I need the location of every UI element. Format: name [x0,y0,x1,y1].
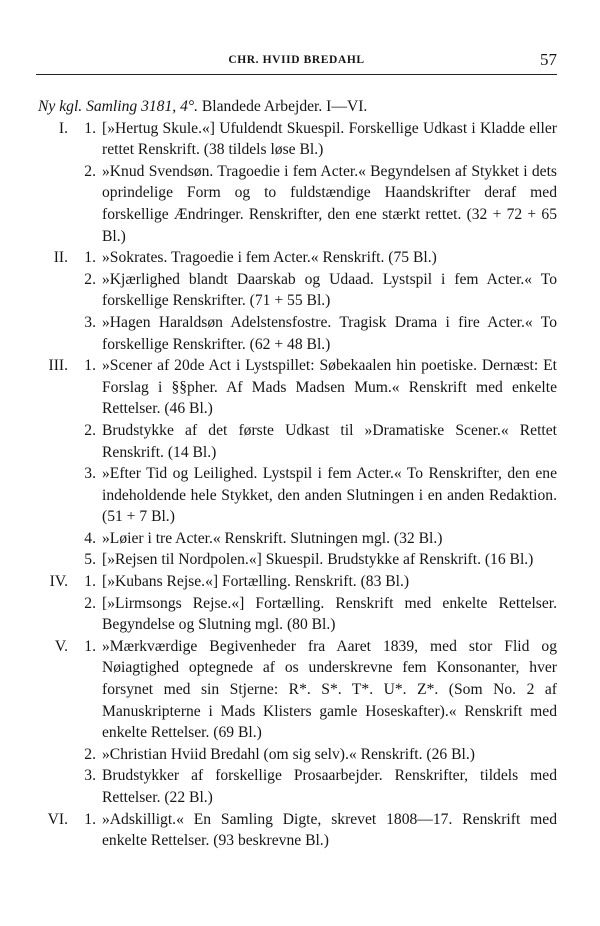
list-item [36,593,557,636]
list-item [36,571,557,593]
item-description: »Kjærlighed blandt Daarskab og Udaad. Lystspil i fem Acter.« To forskellige Renskrifter. (71 + 55 Bl.) [102,270,557,310]
section-numeral: III. [48,357,68,375]
item-description: Brudstykker af forskellige Prosaarbejder. Renskrifter, tildels med Rettelser. (22 Bl.) [102,767,557,806]
item-number: 3. [84,313,96,331]
item-description: »Løier i tre Acter.« Renskrift. Slutningen mgl. (32 Bl.) [102,529,443,547]
list-item [36,269,557,312]
item-description: »Knud Svendsøn. Tragoedie i fem Acter.« Begyndelsen af Stykket i dets oprindelige Form og to fuldstændige Haandskrifter deraf med forskellige Ændringer. Renskrifter, den ene stærkt rettet. (32 + 72 + 65 Bl.) [102,162,557,245]
item-description: »Scener af 20de Act i Lystspillet: Søbekaalen hin poetiske. Dernæst: Et Forslag i §§pher. Af Mads Madsen Mum.« Renskrift med enkelte Rettelser. (46 Bl.) [102,357,557,418]
item-description: [»Kubans Rejse.«] Fortælling. Renskrift. (83 Bl.) [102,573,410,591]
item-description: »Christian Hviid Bredahl (om sig selv).« Renskrift. (26 Bl.) [102,745,475,763]
item-description: »Sokrates. Tragoedie i fem Acter.« Renskrift. (75 Bl.) [102,249,437,267]
section-numeral: II. [53,249,68,267]
item-number: 2. [84,421,96,439]
section-numeral: V. [54,637,68,655]
item-description: »Hagen Haraldsøn Adelstensfostre. Tragisk Drama i fire Acter.« To forskellige Renskrifter. (62 + 48 Bl.) [102,313,557,353]
item-number: 1. [84,249,96,267]
item-description: Brudstykke af det første Udkast til »Dramatiske Scener.« Rettet Renskrift. (14 Bl.) [102,421,557,461]
item-number: 3. [84,767,96,785]
item-description: »Efter Tid og Leilighed. Lystspil i fem Acter.« To Renskrifter, den ene indeholdende hele Stykket, den anden Slutningen i en anden Redaktion. (51 + 7 Bl.) [102,465,557,526]
item-number: 1. [84,810,96,828]
list-item [36,528,557,550]
item-number: 2. [84,162,96,180]
section-numeral: I. [58,119,68,137]
list-item [36,247,557,269]
item-number: 4. [84,529,96,547]
item-number: 1. [84,573,96,591]
item-number: 1. [84,357,96,375]
collection-description: Blandede Arbejder. I—VI. [201,98,368,115]
section-numeral: VI. [47,810,68,828]
list-item [36,312,557,355]
item-number: 2. [84,594,96,612]
running-title: CHR. HVIID BREDAHL [228,54,365,66]
list-item [36,549,557,571]
page-header [36,50,557,75]
list-item [36,420,557,463]
list-item [36,636,557,744]
item-description: »Mærkværdige Begivenheder fra Aaret 1839, med stor Flid og Nøiagtighed optegnede af os underskrevne fem Konsonanter, hver forsynet med sin Stjerne: R*. S*. T*. U*. Z*. (Som No. 2 af Manuskripterne i Mads Klisters gamle Hoseskafter).« Renskrift med enkelte Rettelser. (69 Bl.) [102,637,557,742]
item-number: 2. [84,745,96,763]
item-description: [»Rejsen til Nordpolen.«] Skuespil. Brudstykke af Renskrift. (16 Bl.) [102,551,534,569]
list-item [36,809,557,852]
item-description: [»Hertug Skule.«] Ufuldendt Skuespil. Forskellige Udkast i Kladde eller rettet Renskrift. (38 tildels løse Bl.) [102,119,557,159]
list-item [36,118,557,161]
item-description: [»Lirmsongs Rejse.«] Fortælling. Renskrift med enkelte Rettelser. Begyndelse og Slutning mgl. (80 Bl.) [102,594,557,634]
entry-list [36,118,557,852]
list-item [36,744,557,766]
list-item [36,765,557,808]
item-number: 2. [84,270,96,288]
item-number: 3. [84,465,96,483]
item-number: 5. [84,551,96,569]
page-number: 57 [540,50,557,69]
list-item [36,463,557,528]
collection-shelfmark: Ny kgl. Samling 3181, 4°. [38,98,198,115]
manuscript-list [36,96,557,852]
section-numeral: IV. [49,573,68,591]
item-description: »Adskilligt.« En Samling Digte, skrevet 1808—17. Renskrift med enkelte Rettelser. (93 beskrevne Bl.) [102,810,557,850]
list-item [36,161,557,247]
collection-heading [38,96,557,118]
list-item [36,355,557,420]
item-number: 1. [84,119,96,137]
item-number: 1. [84,637,96,655]
